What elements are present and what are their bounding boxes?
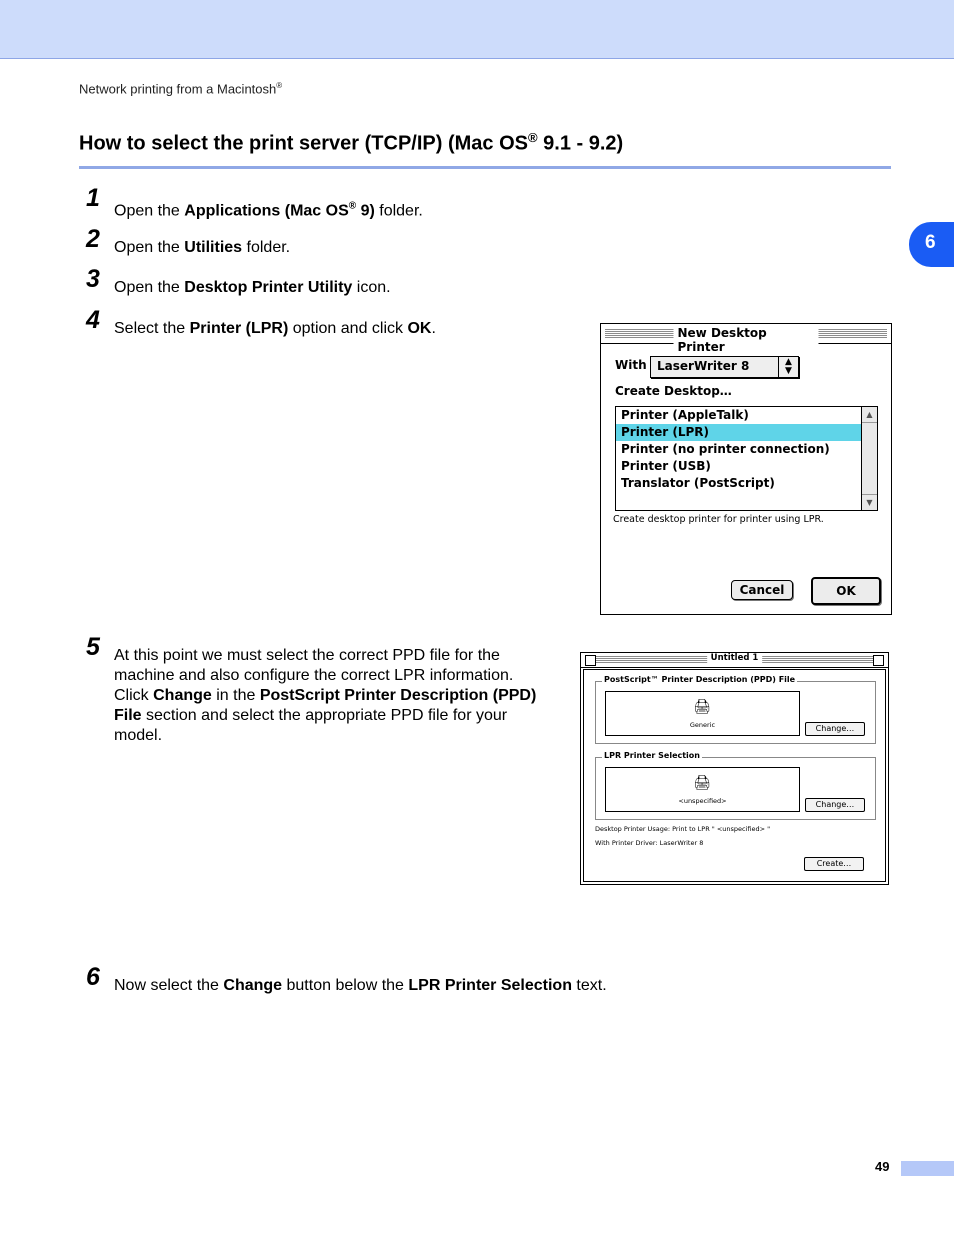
page-number-bar [901, 1161, 954, 1176]
scroll-up-arrow-icon[interactable]: ▲ [862, 407, 877, 423]
zoom-box-icon[interactable] [873, 655, 884, 666]
title-underline [79, 166, 891, 169]
usage-line: Desktop Printer Usage: Print to LPR " <unspecified> " [595, 825, 771, 833]
step-text: Select the Printer (LPR) option and click OK. [114, 320, 436, 337]
list-item-selected[interactable]: Printer (LPR) [616, 424, 877, 441]
step-text: Open the Applications (Mac OS® 9) folder. [114, 201, 423, 220]
step-text: At this point we must select the correct PPD file for the machine and also configure the correct LPR information. Click Change in the PostScript Printer Description (PPD) File section and select the appropriate PPD file for your model. [114, 647, 537, 744]
ok-button[interactable]: OK [811, 577, 881, 605]
driver-popup-menu[interactable] [650, 356, 799, 378]
step-number: 5 [86, 633, 100, 661]
list-scrollbar[interactable] [861, 407, 877, 510]
printer-description: Create desktop printer for printer using LPR. [613, 514, 824, 525]
step-number: 1 [86, 184, 100, 212]
chapter-tab: 6 [909, 222, 954, 267]
list-item[interactable]: Printer (USB) [621, 459, 711, 473]
dialog-titlebar[interactable] [601, 324, 891, 354]
lpr-change-button[interactable]: Change… [805, 798, 865, 812]
popup-arrows-icon: ▲ ▼ [778, 357, 798, 377]
ppd-file-group [595, 675, 876, 744]
lpr-caption: <unspecified> [678, 797, 727, 805]
with-label: With [615, 358, 647, 372]
window-title: Untitled 1 [707, 653, 763, 663]
step-number: 6 [86, 963, 100, 991]
top-header-band [0, 0, 954, 59]
driver-line: With Printer Driver: LaserWriter 8 [595, 839, 704, 847]
running-head: Network printing from a Macintosh® [79, 81, 283, 97]
step-number: 4 [86, 306, 100, 334]
list-item[interactable]: Translator (PostScript) [621, 476, 775, 490]
step-number: 3 [86, 265, 100, 293]
new-desktop-printer-dialog [600, 323, 892, 615]
driver-popup-value: LaserWriter 8 [657, 359, 750, 373]
create-button[interactable]: Create… [804, 857, 864, 871]
window-titlebar[interactable] [581, 653, 888, 668]
dialog-title: New Desktop Printer [674, 326, 819, 354]
cancel-button[interactable]: Cancel [731, 580, 793, 600]
section-title: How to select the print server (TCP/IP) (Mac OS® 9.1 - 9.2) [79, 130, 624, 155]
printer-driver-icon: 🖨 [693, 699, 711, 715]
list-item[interactable]: Printer (AppleTalk) [621, 408, 749, 422]
ppd-change-button[interactable]: Change… [805, 722, 865, 736]
window-content [583, 669, 886, 882]
list-item[interactable]: Printer (no printer connection) [621, 442, 830, 456]
printer-driver-icon: 🖨 [693, 775, 711, 791]
lpr-selection-group [595, 751, 876, 820]
lpr-group-label: LPR Printer Selection [604, 751, 700, 760]
ppd-caption: Generic [689, 721, 716, 729]
lpr-printer-slot [605, 767, 800, 812]
scroll-down-arrow-icon[interactable]: ▼ [862, 494, 877, 510]
desktop-printer-config-window [580, 652, 889, 885]
page-number: 49 [875, 1159, 890, 1174]
ppd-group-label: PostScript™ Printer Description (PPD) File [604, 675, 796, 684]
step-text: Open the Desktop Printer Utility icon. [114, 279, 391, 296]
create-desktop-label: Create Desktop… [615, 384, 732, 398]
ppd-file-slot [605, 691, 800, 736]
printer-type-list [615, 406, 878, 511]
step-text: Open the Utilities folder. [114, 239, 291, 256]
step-text: Now select the Change button below the LPR Printer Selection text. [114, 977, 607, 994]
close-box-icon[interactable] [585, 655, 596, 666]
step-number: 2 [86, 225, 100, 253]
